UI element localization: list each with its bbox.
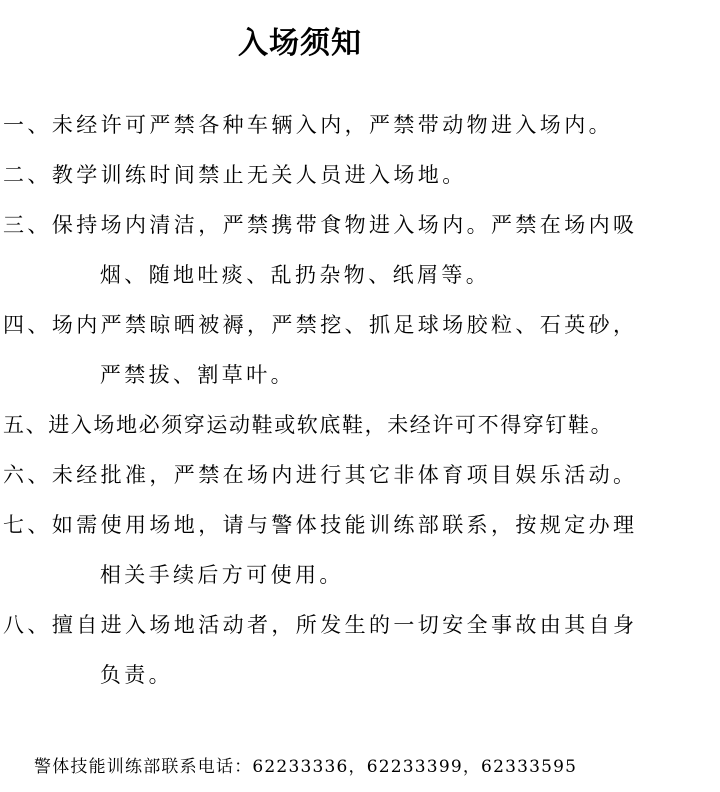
rule-number: 二、 [3, 163, 52, 187]
rule-item-3 [3, 200, 717, 300]
rule-item-7 [3, 500, 717, 600]
rule-number: 五、 [3, 413, 49, 437]
rule-number: 八、 [3, 613, 52, 637]
rule-text [52, 450, 717, 500]
rule-line: 进入场地必须穿运动鞋或软底鞋，未经许可不得穿钉鞋。 [48, 413, 614, 437]
rule-line: 擅自进入场地活动者，所发生的一切安全事故由其自身 [51, 613, 638, 637]
rule-line-continued: 严禁拔、割草叶。 [99, 363, 296, 387]
rule-text [52, 150, 717, 200]
rule-line-continued: 负责。 [99, 663, 174, 687]
rule-item-2 [3, 150, 717, 200]
rule-text [52, 100, 717, 150]
rule-line-continued: 烟、随地吐痰、乱扔杂物、纸屑等。 [99, 263, 491, 287]
rule-line: 如需使用场地，请与警体技能训练部联系，按规定办理 [51, 513, 638, 537]
rule-item-1 [3, 100, 717, 150]
rule-number: 一、 [3, 113, 52, 137]
rule-number: 四、 [3, 313, 52, 337]
rule-text [52, 200, 717, 300]
rule-line: 教学训练时间禁止无关人员进入场地。 [51, 163, 467, 187]
rule-item-6 [3, 450, 717, 500]
rule-line-continued: 相关手续后方可使用。 [99, 563, 344, 587]
rule-number: 三、 [3, 213, 52, 237]
page-title: 入场须知 [238, 26, 362, 62]
contact-phone-line: 警体技能训练部联系电话：62233336，62233399，62333595 [34, 757, 578, 777]
rule-line: 保持场内清洁，严禁携带食物进入场内。严禁在场内吸 [51, 213, 638, 237]
rule-number: 七、 [3, 513, 52, 537]
rule-item-5 [3, 400, 717, 450]
rule-item-4 [3, 300, 717, 400]
rule-text [52, 500, 717, 600]
rule-text [52, 600, 717, 700]
rule-line: 未经许可严禁各种车辆入内，严禁带动物进入场内。 [51, 113, 614, 137]
rule-item-8 [3, 600, 717, 700]
rule-number: 六、 [3, 463, 52, 487]
rule-line: 场内严禁晾晒被褥，严禁挖、抓足球场胶粒、石英砂， [51, 313, 638, 337]
rule-line: 未经批准，严禁在场内进行其它非体育项目娱乐活动。 [51, 463, 638, 487]
rules-list [3, 100, 717, 700]
rule-text [48, 400, 717, 450]
rule-text [52, 300, 717, 400]
